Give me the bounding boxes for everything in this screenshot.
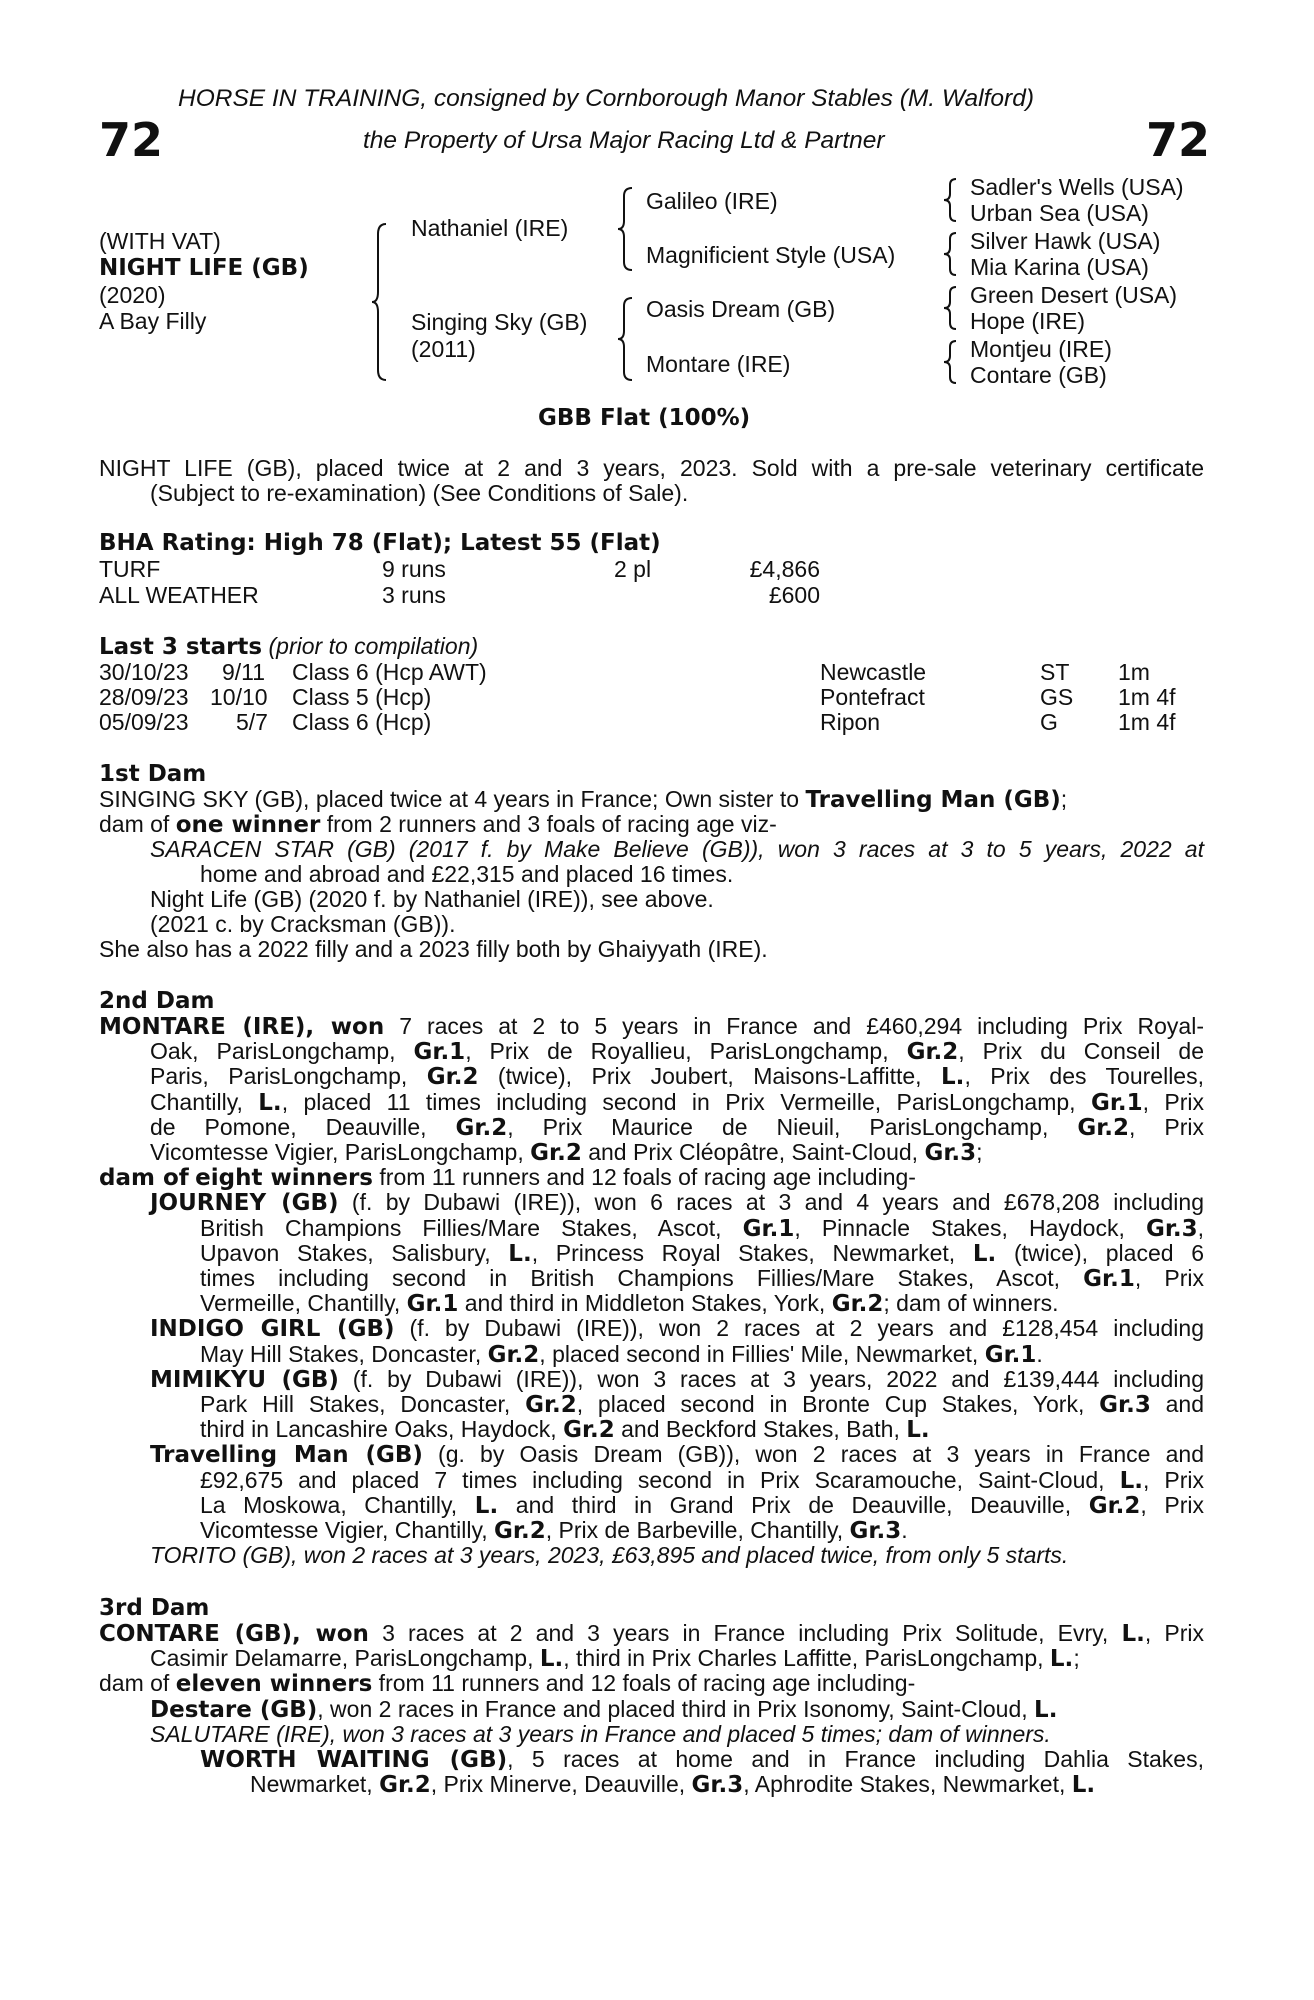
gbb-flat: GBB Flat (100%): [538, 405, 751, 431]
first-dam-produce-3: (2021 c. by Cracksman (GB)).: [150, 911, 456, 937]
rating-aw-runs: 3 runs: [382, 582, 446, 608]
dam3-line: dam of eleven winners from 11 runners and 12 foals of racing age including-: [99, 1670, 916, 1698]
dam2-line: May Hill Stakes, Doncaster, Gr.2, placed second in Fillies' Mile, Newmarket, Gr.1.: [200, 1340, 1043, 1368]
start-date: 30/10/23: [99, 659, 189, 685]
start-position: 10/10: [210, 684, 268, 710]
dam2-line: Oak, ParisLongchamp, Gr.1, Prix de Royallieu, ParisLongchamp, Gr.2, Prix du Conseil de: [150, 1038, 1204, 1066]
ped-sss: Sadler's Wells (USA): [970, 174, 1184, 200]
start-position: 9/11: [222, 659, 266, 685]
dam2-line: Travelling Man (GB) (g. by Oasis Dream (GB)), won 2 races at 3 years in France and: [150, 1441, 1205, 1469]
dam2-line: Chantilly, L., placed 11 times including second in Prix Vermeille, ParisLongchamp, Gr.1, Prix: [150, 1088, 1205, 1116]
dam2-line: third in Lancashire Oaks, Haydock, Gr.2 and Beckford Stakes, Bath, L.: [200, 1416, 930, 1444]
dam2-line: Upavon Stakes, Salisbury, L., Princess Royal Stakes, Newmarket, L. (twice), placed 6: [200, 1239, 1204, 1267]
property-line: the Property of Ursa Major Racing Ltd & Partner: [363, 127, 885, 154]
consignor-line: HORSE IN TRAINING, consigned by Cornborough Manor Stables (M. Walford): [178, 85, 1035, 112]
third-dam-heading: 3rd Dam: [99, 1595, 210, 1621]
dam3-line: SALUTARE (IRE), won 3 races at 3 years in France and placed 5 times; dam of winners.: [150, 1720, 1051, 1747]
dam2-line: La Moskowa, Chantilly, L. and third in Grand Prix de Deauville, Deauville, Gr.2, Prix: [200, 1491, 1204, 1519]
dam3-line: WORTH WAITING (GB), 5 races at home and in France including Dahlia Stakes,: [200, 1746, 1204, 1773]
ped-dds: Montjeu (IRE): [970, 336, 1112, 362]
start-class: Class 6 (Hcp): [292, 709, 432, 735]
dam2-line: de Pomone, Deauville, Gr.2, Prix Maurice de Nieuil, ParisLongchamp, Gr.2, Prix: [150, 1113, 1204, 1141]
start-date: 28/09/23: [99, 684, 189, 710]
dam-sire: Oasis Dream (GB): [646, 296, 836, 322]
rating-turf-runs: 9 runs: [382, 556, 446, 582]
bracket-oasis: [944, 285, 960, 331]
dam2-line: Vicomtesse Vigier, Chantilly, Gr.2, Prix de Barbeville, Chantilly, Gr.3.: [200, 1517, 908, 1544]
rating-turf-surface: TURF: [99, 556, 161, 582]
rating-aw-money: £600: [768, 582, 820, 608]
dam2-line: £92,675 and placed 7 times including second in Prix Scaramouche, Saint-Cloud, L., Prix: [200, 1466, 1205, 1494]
rating-aw-surface: ALL WEATHER: [99, 582, 259, 608]
start-class: Class 5 (Hcp): [292, 684, 432, 710]
summary-line-2: (Subject to re-examination) (See Conditions of Sale).: [150, 480, 689, 506]
bracket-galileo: [944, 177, 960, 223]
sire-name: Nathaniel (IRE): [411, 215, 569, 241]
dam-name: Singing Sky (GB): [411, 309, 588, 335]
dam-dam: Montare (IRE): [646, 351, 791, 377]
dam3-line: Destare (GB), won 2 races in France and placed third in Prix Isonomy, Saint-Cloud, L.: [150, 1695, 1058, 1723]
summary-line-1: NIGHT LIFE (GB), placed twice at 2 and 3 years, 2023. Sold with a pre-sale veterinary certificate: [99, 455, 1204, 481]
start-going: G: [1040, 709, 1058, 735]
sire-bracket: [618, 186, 638, 272]
ped-sdd: Mia Karina (USA): [970, 254, 1149, 280]
start-class: Class 6 (Hcp AWT): [292, 659, 487, 685]
second-dam-heading: 2nd Dam: [99, 988, 215, 1014]
dam2-line: Vermeille, Chantilly, Gr.1 and third in Middleton Stakes, York, Gr.2; dam of winners.: [200, 1290, 1059, 1318]
dam2-line: JOURNEY (GB) (f. by Dubawi (IRE)), won 6 races at 3 and 4 years and £678,208 including: [150, 1189, 1204, 1217]
horse-name: NIGHT LIFE (GB): [99, 255, 309, 281]
vat-label: (WITH VAT): [99, 228, 221, 254]
start-date: 05/09/23: [99, 709, 189, 735]
sire-dam: Magnificient Style (USA): [646, 242, 896, 268]
dam2-line: INDIGO GIRL (GB) (f. by Dubawi (IRE)), won 2 races at 2 years and £128,454 including: [150, 1315, 1204, 1343]
rating-turf-placed: 2 pl: [614, 556, 652, 582]
first-dam-line-2: dam of one winner from 2 runners and 3 foals of racing age viz-: [99, 811, 777, 838]
first-dam-produce-1-cont: home and abroad and £22,315 and placed 16 times.: [200, 861, 734, 887]
dam-bracket: [618, 296, 638, 382]
dam2-line: MIMIKYU (GB) (f. by Dubawi (IRE)), won 3 races at 3 years, 2022 and £139,444 including: [150, 1365, 1205, 1393]
horse-year: (2020): [99, 282, 166, 308]
lot-number-right: 72: [1146, 113, 1211, 167]
first-dam-produce-1: SARACEN STAR (GB) (2017 f. by Make Believe (GB)), won 3 races at 3 to 5 years, 2022 at: [150, 836, 1204, 862]
bracket-montare: [944, 339, 960, 385]
start-course: Newcastle: [820, 659, 927, 685]
horse-description: A Bay Filly: [99, 308, 207, 334]
dam2-line: dam of eight winners from 11 runners and 12 foals of racing age including-: [99, 1164, 916, 1192]
dam2-line: MONTARE (IRE), won 7 races at 2 to 5 years in France and £460,294 including Prix Royal-: [99, 1013, 1204, 1040]
bracket-magnificient: [944, 231, 960, 277]
dam2-line: British Champions Fillies/Mare Stakes, Ascot, Gr.1, Pinnacle Stakes, Haydock, Gr.3,: [200, 1214, 1205, 1242]
first-dam-heading: 1st Dam: [99, 761, 207, 787]
pedigree-bracket-main: [372, 222, 392, 382]
last-starts-heading: Last 3 starts (prior to compilation): [99, 633, 479, 660]
start-course: Pontefract: [820, 684, 925, 710]
start-course: Ripon: [820, 709, 881, 735]
dam3-line: Casimir Delamarre, ParisLongchamp, L., third in Prix Charles Laffitte, ParisLongchamp, L.;: [150, 1645, 1080, 1673]
dam2-line: times including second in British Champions Fillies/Mare Stakes, Ascot, Gr.1, Prix: [200, 1265, 1204, 1292]
ped-dsd: Hope (IRE): [970, 308, 1086, 334]
ped-sds: Silver Hawk (USA): [970, 228, 1161, 254]
first-dam-produce-2: Night Life (GB) (2020 f. by Nathaniel (IRE)), see above.: [150, 886, 714, 912]
dam2-line: Paris, ParisLongchamp, Gr.2 (twice), Prix Joubert, Maisons-Laffitte, L., Prix des Tourelles,: [150, 1063, 1204, 1091]
dam3-line: Newmarket, Gr.2, Prix Minerve, Deauville, Gr.3, Aphrodite Stakes, Newmarket, L.: [250, 1771, 1096, 1799]
rating-turf-money: £4,866: [749, 556, 820, 582]
bha-rating: BHA Rating: High 78 (Flat); Latest 55 (Flat): [99, 530, 661, 556]
dam2-line: Park Hill Stakes, Doncaster, Gr.2, placed second in Bronte Cup Stakes, York, Gr.3 and: [200, 1391, 1205, 1418]
start-distance: 1m 4f: [1118, 709, 1176, 735]
dam2-line: TORITO (GB), won 2 races at 3 years, 2023, £63,895 and placed twice, from only 5 starts.: [150, 1542, 1069, 1569]
dam-year: (2011): [411, 336, 476, 362]
sire-sire: Galileo (IRE): [646, 188, 778, 214]
start-position: 5/7: [236, 709, 268, 735]
first-dam-line-1: SINGING SKY (GB), placed twice at 4 years in France; Own sister to Travelling Man (GB);: [99, 786, 1068, 813]
start-going: GS: [1040, 684, 1074, 710]
start-distance: 1m 4f: [1118, 684, 1176, 710]
ped-ssd: Urban Sea (USA): [970, 200, 1149, 226]
lot-number-left: 72: [99, 113, 164, 167]
dam3-line: CONTARE (GB), won 3 races at 2 and 3 years in France including Prix Solitude, Evry, L., Prix: [99, 1620, 1205, 1647]
dam2-line: Vicomtesse Vigier, ParisLongchamp, Gr.2 and Prix Cléopâtre, Saint-Cloud, Gr.3;: [150, 1139, 983, 1166]
start-going: ST: [1040, 659, 1070, 685]
start-distance: 1m: [1118, 659, 1150, 685]
first-dam-note: She also has a 2022 filly and a 2023 filly both by Ghaiyyath (IRE).: [99, 936, 768, 962]
ped-dss: Green Desert (USA): [970, 282, 1178, 308]
ped-ddd: Contare (GB): [970, 362, 1107, 388]
